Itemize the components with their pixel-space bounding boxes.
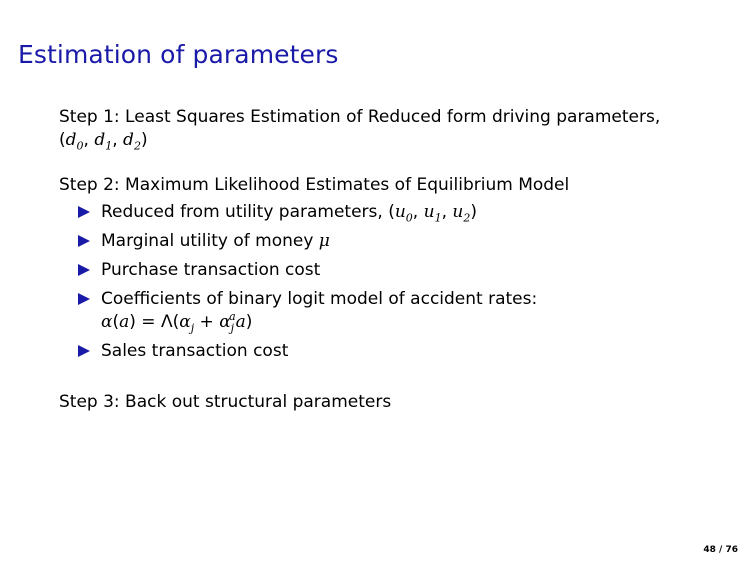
step-2-text: Step 2: Maximum Likelihood Estimates of Equilibrium Model xyxy=(59,175,570,195)
bullet-text: Reduced from utility parameters, xyxy=(101,202,389,222)
step-3-text: Step 3: Back out structural parameters xyxy=(59,392,392,412)
bullet-item xyxy=(59,230,719,253)
bullet-text: Coefficients of binary logit model of accident rates: xyxy=(101,289,538,309)
bullet-item xyxy=(59,259,719,282)
slide-content xyxy=(59,106,719,414)
bullet-formula: ($u_0$, $u_1$, $u_2$) xyxy=(388,202,477,225)
triangle-bullet-icon xyxy=(78,206,90,218)
triangle-bullet-icon xyxy=(78,264,90,276)
step-2-bullet-list xyxy=(59,201,719,363)
page-number: 48 / 76 xyxy=(703,545,738,555)
step-1 xyxy=(59,106,719,152)
step-2 xyxy=(59,174,719,197)
bullet-item xyxy=(59,288,719,334)
slide-title: Estimation of parameters xyxy=(18,40,339,69)
bullet-item xyxy=(59,340,719,363)
bullet-formula: $\alpha(a) = \Lambda(\alpha_j + \alpha_j^aa)$ xyxy=(101,310,253,335)
triangle-bullet-icon xyxy=(78,235,90,247)
bullet-item xyxy=(59,201,719,224)
bullet-text: Sales transaction cost xyxy=(101,341,289,361)
step-1-text: Step 1: Least Squares Estimation of Reduced form driving parameters, xyxy=(59,107,661,127)
step-1-formula: ($d_0$, $d_1$, $d_2$) xyxy=(59,130,148,153)
triangle-bullet-icon xyxy=(78,345,90,357)
triangle-bullet-icon xyxy=(78,293,90,305)
step-3 xyxy=(59,391,719,414)
bullet-text: Marginal utility of money xyxy=(101,231,319,251)
bullet-formula: μ xyxy=(318,231,330,251)
bullet-text: Purchase transaction cost xyxy=(101,260,321,280)
